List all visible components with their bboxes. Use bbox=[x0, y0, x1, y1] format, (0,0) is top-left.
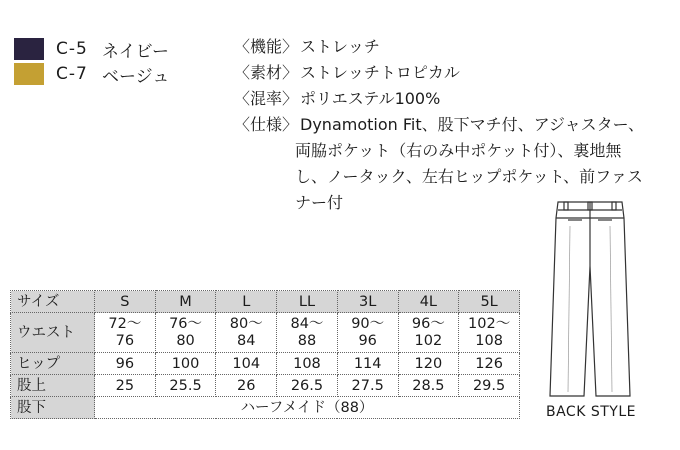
size-col-header: L bbox=[216, 291, 277, 313]
table-cell: 96〜 102 bbox=[398, 313, 459, 353]
hip-row bbox=[11, 353, 520, 375]
table-cell: 80〜 84 bbox=[216, 313, 277, 353]
spec-label: 〈混率〉 bbox=[234, 89, 299, 108]
row-label: 股下 bbox=[11, 397, 95, 419]
table-cell: 102〜 108 bbox=[459, 313, 520, 353]
table-cell: 26 bbox=[216, 375, 277, 397]
pants-back-illustration bbox=[548, 196, 632, 400]
spec-features-cont-3: ナー付 bbox=[295, 193, 344, 212]
table-cell: 126 bbox=[459, 353, 520, 375]
spec-material bbox=[234, 62, 460, 84]
spec-value: ストレッチ bbox=[300, 37, 380, 56]
table-cell: 29.5 bbox=[459, 375, 520, 397]
size-col-header: S bbox=[95, 291, 156, 313]
table-cell: 90〜 96 bbox=[337, 313, 398, 353]
spec-features bbox=[234, 114, 644, 136]
table-cell: 108 bbox=[277, 353, 338, 375]
rise-row bbox=[11, 375, 520, 397]
table-cell: 27.5 bbox=[337, 375, 398, 397]
spec-value: Dynamotion Fit、股下マチ付、アジャスター、 bbox=[300, 115, 645, 134]
table-cell: 114 bbox=[337, 353, 398, 375]
color-name: ネイビー bbox=[102, 41, 169, 62]
back-style-caption: BACK STYLE bbox=[546, 404, 636, 420]
size-col-header: 5L bbox=[459, 291, 520, 313]
size-table bbox=[10, 290, 520, 419]
color-swatch-navy bbox=[14, 38, 44, 60]
size-col-header: 4L bbox=[398, 291, 459, 313]
size-col-header: 3L bbox=[337, 291, 398, 313]
table-cell: 28.5 bbox=[398, 375, 459, 397]
table-cell: 25.5 bbox=[155, 375, 216, 397]
size-col-header: M bbox=[155, 291, 216, 313]
table-cell: 72〜 76 bbox=[95, 313, 156, 353]
table-cell: 84〜 88 bbox=[277, 313, 338, 353]
table-cell: 26.5 bbox=[277, 375, 338, 397]
spec-label: 〈仕様〉 bbox=[234, 115, 299, 134]
table-cell: 96 bbox=[95, 353, 156, 375]
spec-label: 〈素材〉 bbox=[234, 63, 299, 82]
size-col-header: LL bbox=[277, 291, 338, 313]
table-cell: 100 bbox=[155, 353, 216, 375]
waist-row bbox=[11, 313, 520, 353]
row-label: 股上 bbox=[11, 375, 95, 397]
row-label: ウエスト bbox=[11, 313, 95, 353]
color-code: C-5 bbox=[56, 39, 88, 59]
size-header-row bbox=[11, 291, 520, 313]
table-cell: ハーフメイド（88） bbox=[95, 397, 520, 419]
table-cell: 104 bbox=[216, 353, 277, 375]
table-cell: 25 bbox=[95, 375, 156, 397]
spec-label: 〈機能〉 bbox=[234, 37, 299, 56]
table-cell: 120 bbox=[398, 353, 459, 375]
spec-value: ポリエステル100% bbox=[300, 89, 441, 108]
color-name: ベージュ bbox=[102, 66, 170, 87]
color-code: C-7 bbox=[56, 64, 88, 84]
spec-value: ストレッチトロピカル bbox=[300, 63, 460, 82]
color-row-beige bbox=[14, 63, 169, 85]
spec-function bbox=[234, 36, 380, 58]
spec-blend bbox=[234, 88, 440, 110]
color-swatch-beige bbox=[14, 63, 44, 85]
spec-features-cont-2: し、ノータック、左右ヒップポケット、前ファス bbox=[295, 167, 643, 186]
row-label: サイズ bbox=[11, 291, 95, 313]
inseam-row bbox=[11, 397, 520, 419]
row-label: ヒップ bbox=[11, 353, 95, 375]
color-row-navy bbox=[14, 38, 169, 60]
spec-features-cont-1: 両脇ポケット（右のみ中ポケット付）、裏地無 bbox=[295, 141, 622, 160]
table-cell: 76〜 80 bbox=[155, 313, 216, 353]
